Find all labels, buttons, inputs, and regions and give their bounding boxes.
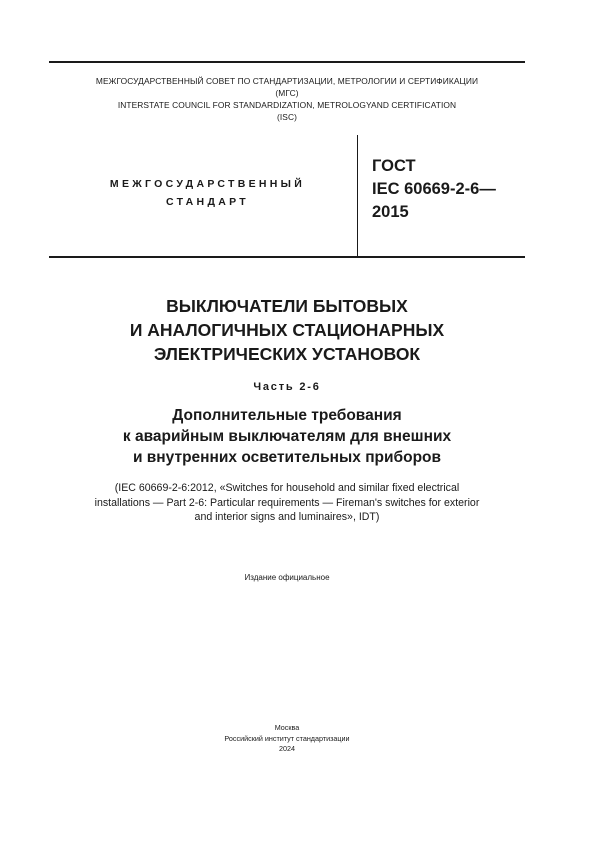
designation-line1: ГОСТ <box>372 157 416 175</box>
council-abbr-en: (ISC) <box>276 112 298 122</box>
top-rule <box>49 61 525 63</box>
edition-label: Издание официальное <box>244 573 330 582</box>
title-line1: ВЫКЛЮЧАТЕЛИ БЫТОВЫХ <box>166 296 408 316</box>
council-name-en <box>49 99 525 123</box>
part-label: Часть 2-6 <box>253 381 321 393</box>
subtitle-line2: к аварийным выключателям для внешних <box>122 428 452 445</box>
council-name-ru <box>49 75 525 99</box>
imprint-publisher: Российский институт стандартизации <box>224 733 350 743</box>
middle-rule <box>49 256 525 258</box>
vertical-divider <box>357 135 358 256</box>
imprint <box>49 723 525 755</box>
council-abbr-ru: (МГС) <box>275 88 299 98</box>
council-name-en-text: INTERSTATE COUNCIL FOR STANDARDIZATION, METROLOGYAND CERTIFICATION <box>117 100 457 110</box>
source-line2: installations — Part 2-6: Particular requirements — Fireman's switches for exterior <box>94 496 480 509</box>
source-reference <box>40 481 534 525</box>
source-line1: (IEC 60669-2-6:2012, «Switches for household and similar fixed electrical <box>114 482 460 494</box>
source-line3: and interior signs and luminaires», IDT) <box>194 511 380 523</box>
title-line3: ЭЛЕКТРИЧЕСКИХ УСТАНОВОК <box>153 344 421 364</box>
document-subtitle <box>49 405 525 468</box>
document-title <box>49 294 525 366</box>
subtitle-line1: Дополнительные требования <box>172 407 402 424</box>
standard-kind-line2: СТАНДАРТ <box>166 196 249 208</box>
imprint-year: 2024 <box>279 744 295 753</box>
designation-line3: 2015 <box>372 203 409 221</box>
council-name-ru-text: МЕЖГОСУДАРСТВЕННЫЙ СОВЕТ ПО СТАНДАРТИЗАЦИИ, МЕТРОЛОГИИ И СЕРТИФИКАЦИИ <box>95 76 479 86</box>
standard-kind <box>70 175 345 211</box>
imprint-city: Москва <box>274 723 300 732</box>
standard-designation <box>372 155 496 224</box>
standard-kind-line1: МЕЖГОСУДАРСТВЕННЫЙ <box>109 178 306 190</box>
title-line2: И АНАЛОГИЧНЫХ СТАЦИОНАРНЫХ <box>129 320 445 340</box>
designation-line2: IEC 60669-2-6— <box>372 180 496 198</box>
subtitle-line3: и внутренних осветительных приборов <box>132 449 442 466</box>
